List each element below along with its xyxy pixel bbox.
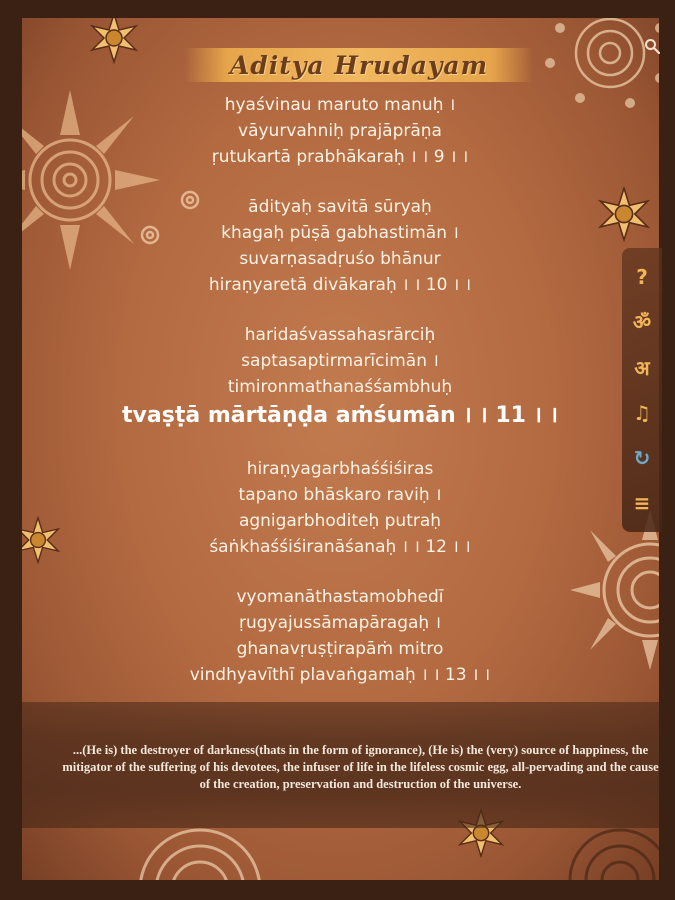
verse-line: vāyurvahniḥ prajāprāṇa [238, 121, 442, 141]
verse-line: timironmathanaśśambhuḥ [227, 377, 453, 397]
verse-line: saptasaptirmarīcimān । [241, 351, 439, 371]
verse-line: ghanavṛuṣṭirapāṁ mitro [236, 639, 444, 659]
stanza-13 [60, 584, 620, 688]
page-title: Aditya Hrudayam [229, 50, 489, 80]
translation-panel [22, 702, 659, 828]
sound-icon: ♫ [633, 400, 651, 425]
sound-button[interactable] [627, 398, 657, 428]
verse-line: tapano bhāskaro raviḥ । [238, 485, 442, 505]
sun-small-icon [88, 12, 140, 64]
side-toolbar [622, 248, 662, 532]
verse-content [60, 92, 620, 712]
verse-line: hiraṇyaretā divākaraḥ । । 10 । । [208, 275, 472, 295]
verse-line: vindhyavīthī plavaṅgamaḥ । । 13 । । [189, 665, 491, 685]
help-button[interactable] [627, 262, 657, 292]
verse-line: ṛutukartā prabhākaraḥ । । 9 । । [211, 147, 469, 167]
search-button[interactable] [640, 34, 664, 58]
stanza-12 [60, 456, 620, 560]
verse-line: hyaśvinau maruto manuḥ । [224, 95, 456, 115]
verse-line: haridaśvassahasrārciḥ [244, 325, 436, 345]
frame-bottom [0, 880, 675, 900]
stanza-11 [60, 322, 620, 432]
translate-icon: ॐ [632, 310, 652, 335]
verse-line: agnigarbhoditeḥ putraḥ [238, 511, 442, 531]
stanza-9 [60, 92, 620, 170]
repeat-icon: ↻ [633, 445, 651, 470]
current-verse-line: tvaṣṭā mārtāṇḍa aṁśumān । । 11 । । [122, 403, 558, 428]
verse-line: khagaḥ pūṣā gabhastimān । [221, 223, 459, 243]
verse-line: śaṅkhaśśiśiranāśanaḥ । । 12 । । [209, 537, 471, 557]
frame-top [0, 0, 675, 18]
menu-icon: ≡ [633, 491, 651, 516]
verse-line: ādityaḥ savitā sūryaḥ [248, 197, 432, 217]
stanza-10 [60, 194, 620, 298]
frame-left [0, 0, 22, 900]
translation-text: ...(He is) the destroyer of darkness(thats in the form of ignorance), (He is) the (very) source of happiness, the mitigator of the suffering of his devotees, the infuser of life in the lifeless cosmic egg, all-pervading and the cause of the creation, preservation and destruction of the universe. [62, 743, 659, 791]
menu-button[interactable] [627, 488, 657, 518]
search-icon [644, 38, 660, 54]
repeat-button[interactable] [627, 443, 657, 473]
title-banner [185, 48, 533, 82]
verse-line: hiraṇyagarbhaśśiśiras [246, 459, 434, 479]
help-icon: ? [636, 264, 648, 289]
verse-line: vyomanāthastamobhedī [236, 587, 444, 607]
script-button[interactable] [627, 352, 657, 382]
script-icon: अ [634, 355, 650, 380]
verse-line: ṛugyajussāmapāragaḥ । [238, 613, 442, 633]
translate-button[interactable] [627, 307, 657, 337]
verse-line: suvarṇasadṛuśo bhānur [239, 249, 441, 269]
